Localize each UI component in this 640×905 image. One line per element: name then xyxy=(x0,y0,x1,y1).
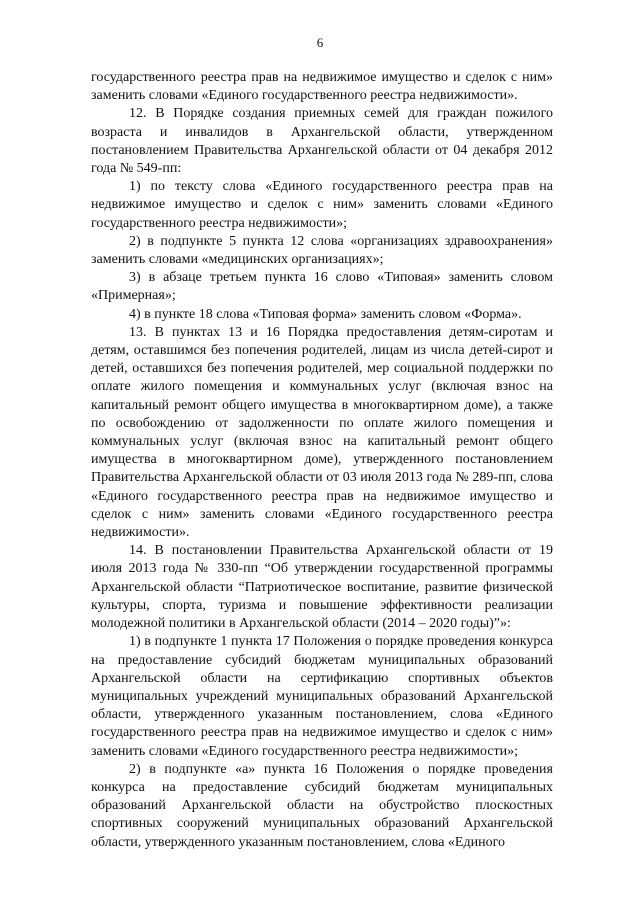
paragraph-continuation: государственного реестра прав на недвижимое имущество и сделок с ним» заменить словами «Единого государственного реестра недвижимости». xyxy=(91,70,553,104)
paragraph-item-12-2: 2) в подпункте 5 пункта 12 слова «организациях здравоохранения» заменить словами «медицинских организациях»; xyxy=(91,233,553,268)
paragraph-item-13: 13. В пунктах 13 и 16 Порядка предоставления детям-сиротам и детям, оставшимся без попечения родителей, лицам из числа детей-сирот и детей, оставшихся без попечения родителей, мер социальной поддержки по оплате жилого помещения и коммунальных услуг (включая взнос на капитальный ремонт общего имущества в многоквартирном доме), а также по освобождению от задолженности по оплате жилого помещения и коммунальных услуг (включая взнос на капитальный ремонт общего имущества в многоквартирном доме), утвержденного постановлением Правительства Архангельской области от 03 июля 2013 года № 289-пп, слова «Единого государственного реестра прав на недвижимое имущество и сделок с ним» заменить словами «Единого государственного реестра недвижимости». xyxy=(91,324,553,541)
paragraph-item-12-1: 1) по тексту слова «Единого государственного реестра прав на недвижимое имущество и сделок с ним» заменить словами «Единого государственного реестра недвижимости»; xyxy=(91,179,553,231)
paragraph-item-14-2: 2) в подпункте «а» пункта 16 Положения о порядке проведения конкурса на предоставление субсидий бюджетам муниципальных образований Архангельской области на обустройство плоскостных спортивных сооружений муниципальных образований Архангельской области, утвержденного указанным постановлением, слова «Единого xyxy=(91,761,553,850)
page-number: 6 xyxy=(316,35,324,50)
document-body xyxy=(91,69,553,852)
paragraph-item-12-4: 4) в пункте 18 слова «Типовая форма» заменить словом «Форма». xyxy=(129,306,522,322)
paragraph-item-12: 12. В Порядке создания приемных семей для граждан пожилого возраста и инвалидов в Архангельской области, утвержденном постановлением Правительства Архангельской области от 04 декабря 2012 года № 549-пп: xyxy=(91,106,553,177)
paragraph-item-14-1: 1) в подпункте 1 пункта 17 Положения о порядке проведения конкурса на предоставление субсидий бюджетам муниципальных образований Архангельской области на сертификацию спортивных объектов муниципальных учреждений муниципальных образований Архангельской области, утвержденного указанным постановлением, слова «Единого государственного реестра прав на недвижимое имущество и сделок с ним» заменить словами «Единого государственного реестра недвижимости»; xyxy=(91,634,553,759)
paragraph-item-12-3: 3) в абзаце третьем пункта 16 слово «Типовая» заменить словом «Примерная»; xyxy=(91,270,553,304)
paragraph-item-14: 14. В постановлении Правительства Архангельской области от 19 июля 2013 года № 330-пп “Об утверждении государственной программы Архангельской области “Патриотическое воспитание, развитие физической культуры, спорта, туризма и повышение эффективности реализации молодежной политики в Архангельской области (2014 – 2020 годы)”»: xyxy=(91,543,553,632)
